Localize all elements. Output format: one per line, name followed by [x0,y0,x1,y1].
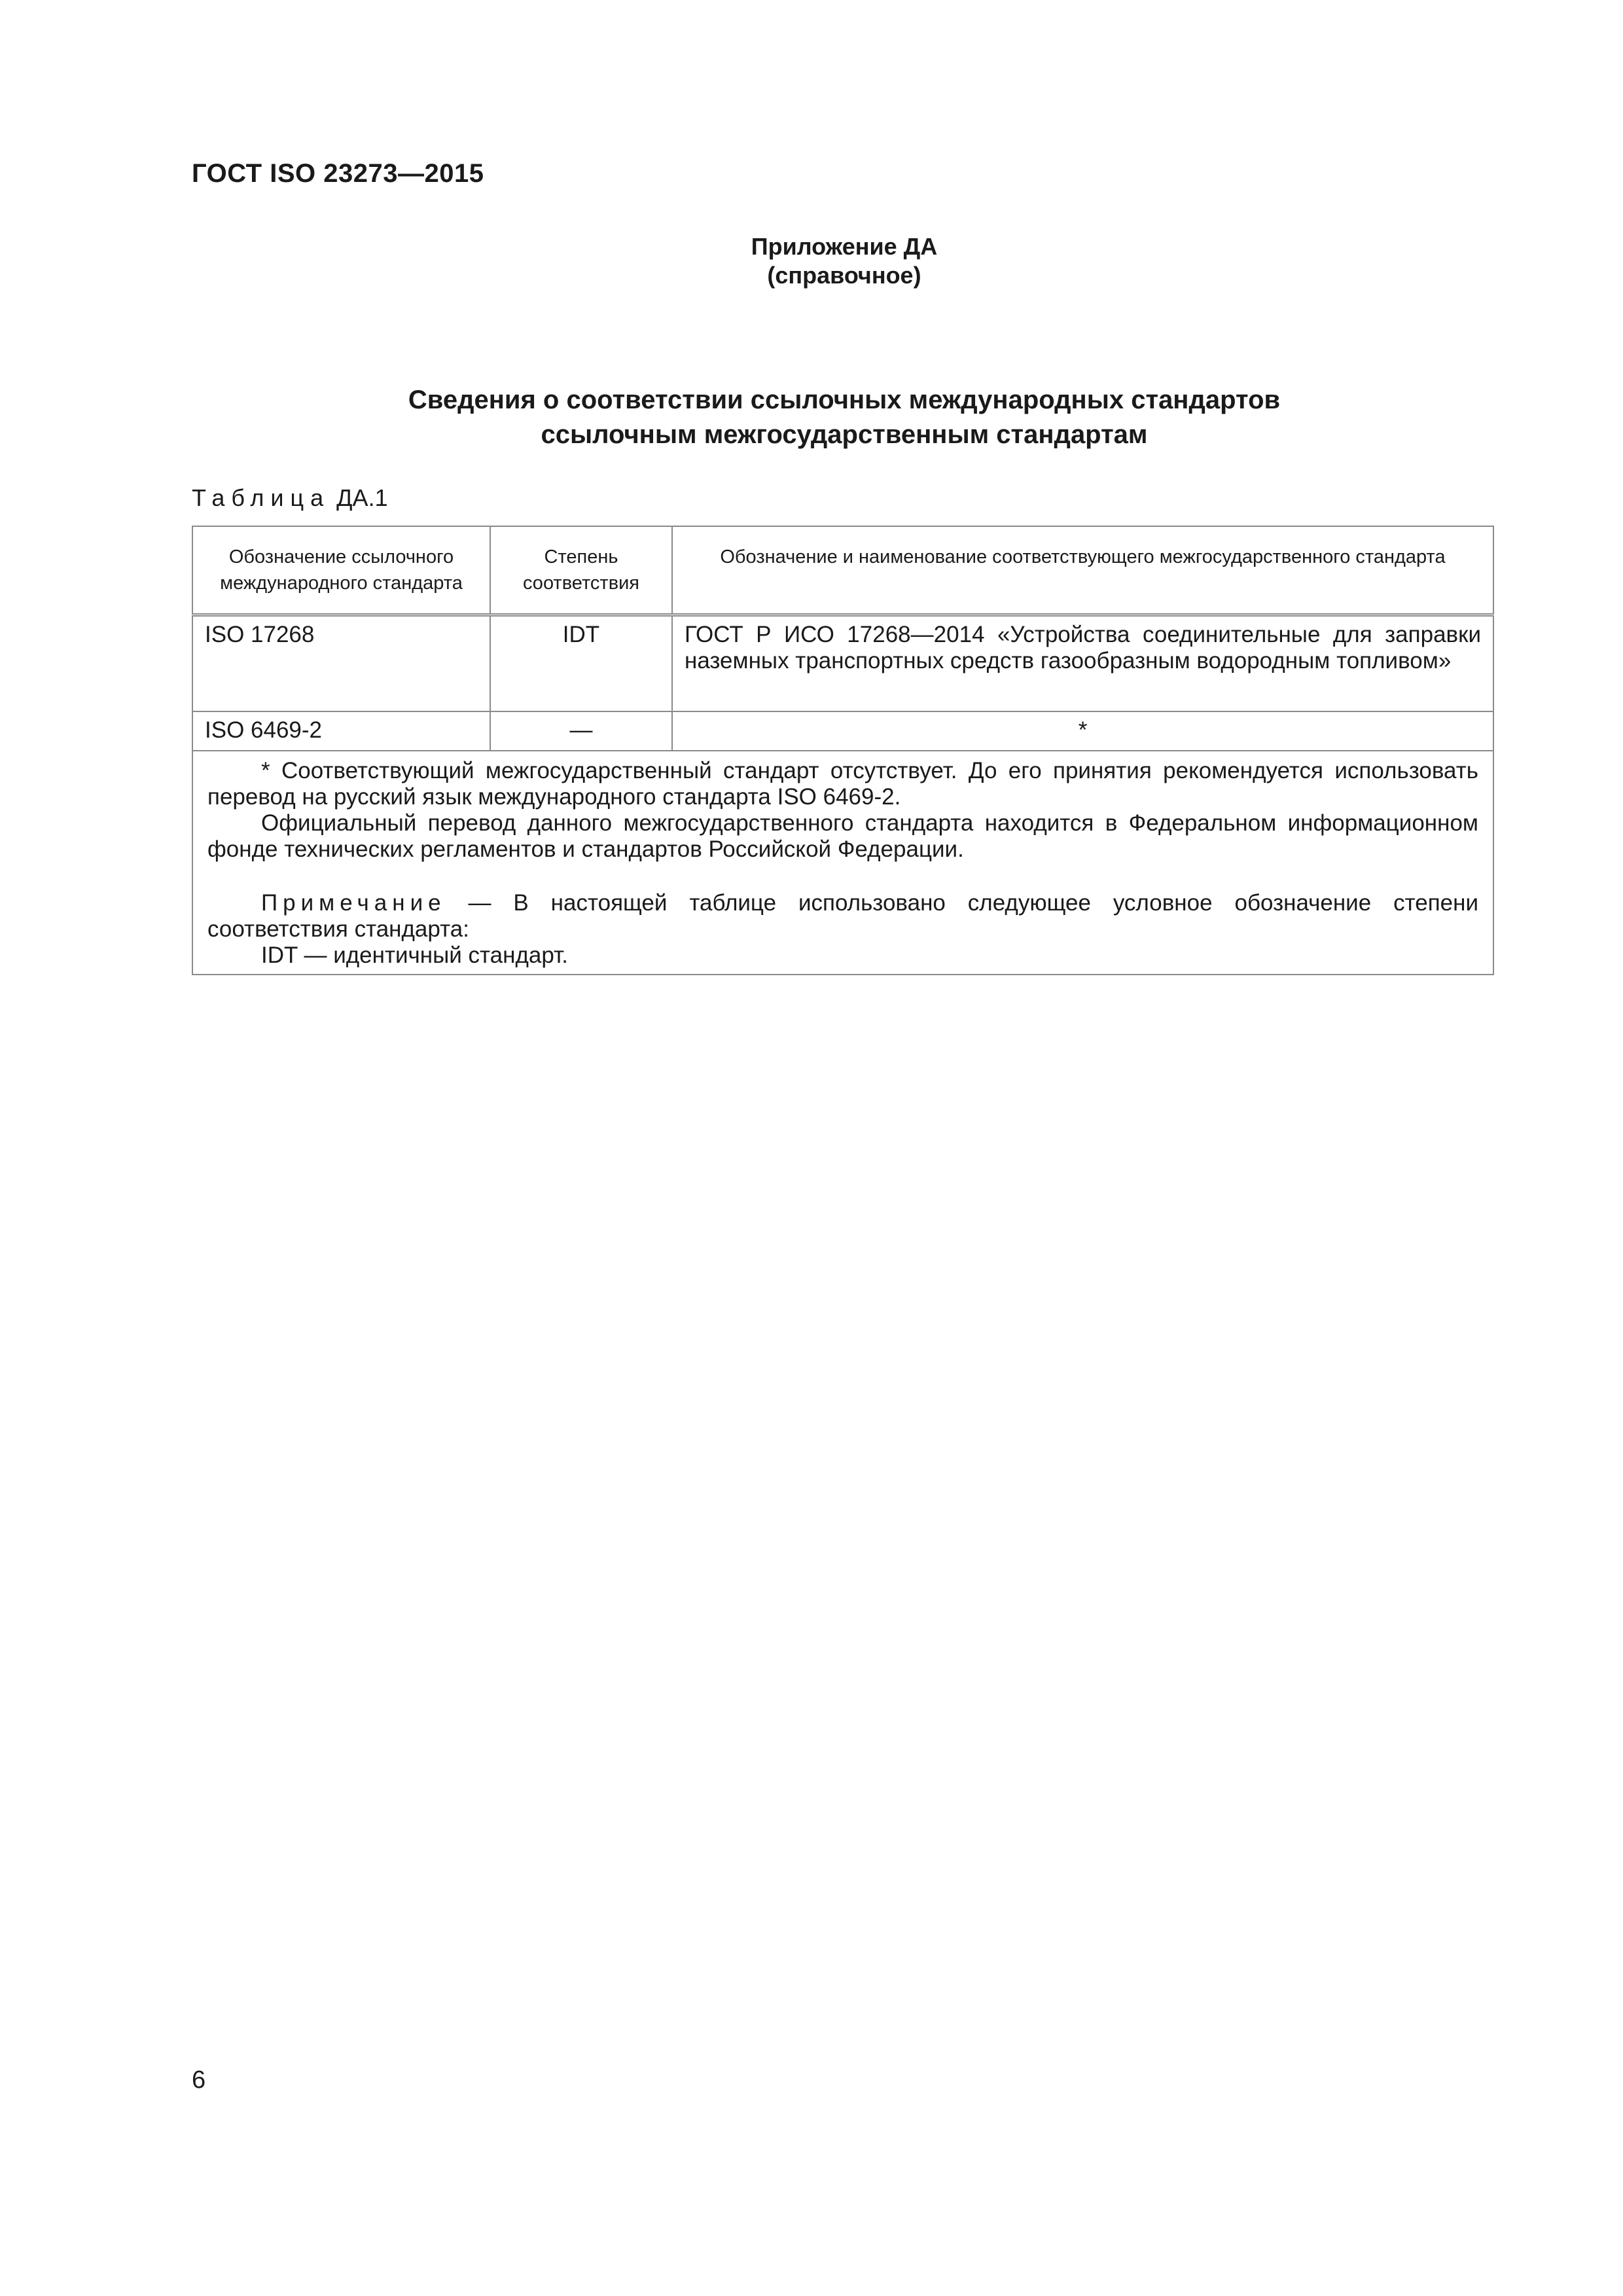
section-title-line-2: ссылочным межгосударственным стандартам [541,420,1148,449]
cell-national-standard: * [672,711,1493,751]
note-text: — В настоящей таблице использовано следующее условное обозначение степени соответствия стандарта: [207,890,1478,942]
note-idt-definition: IDT — идентичный стандарт. [261,942,568,968]
appendix-heading [0,232,1623,290]
footnote-asterisk: * Соответствующий межгосударственный стандарт отсутствует. До его принятия рекомендуется использовать перевод на русский язык международного стандарта ISO 6469-2. [207,758,1478,810]
page-number: 6 [192,2066,206,2094]
cell-degree: — [490,711,672,751]
cell-degree: IDT [490,615,672,712]
cell-reference: ISO 6469-2 [192,711,490,751]
header-national-standard: Обозначение и наименование соответствующего межгосударственного стандарта [672,526,1493,615]
note-label: Примечание [261,890,446,916]
table-notes-row [192,751,1493,975]
table-note [207,890,1478,942]
cell-national-standard: ГОСТ Р ИСО 17268—2014 «Устройства соединительные для заправки наземных транспортных средств газообразным водородным топливом» [672,615,1493,712]
section-title-line-1: Сведения о соответствии ссылочных международных стандартов [408,386,1281,414]
table-header-row [192,526,1493,615]
appendix-type: (справочное) [767,262,921,289]
table-caption [192,484,388,512]
document-standard-code: ГОСТ ISO 23273—2015 [192,159,484,188]
cell-reference: ISO 17268 [192,615,490,712]
table-notes [192,751,1493,975]
footnote-official-translation: Официальный перевод данного межгосударственного стандарта находится в Федеральном информационном фонде технических регламентов и стандартов Российской Федерации. [207,810,1478,862]
section-title [0,383,1623,452]
correspondence-table [192,526,1494,975]
header-reference-standard: Обозначение ссылочного международного стандарта [192,526,490,615]
table-caption-number: ДА.1 [336,484,388,511]
header-degree-of-correspondence: Степень соответствия [490,526,672,615]
table-row [192,615,1493,712]
table-row [192,711,1493,751]
table-caption-word: Таблица [192,484,330,511]
appendix-label: Приложение ДА [751,233,938,260]
